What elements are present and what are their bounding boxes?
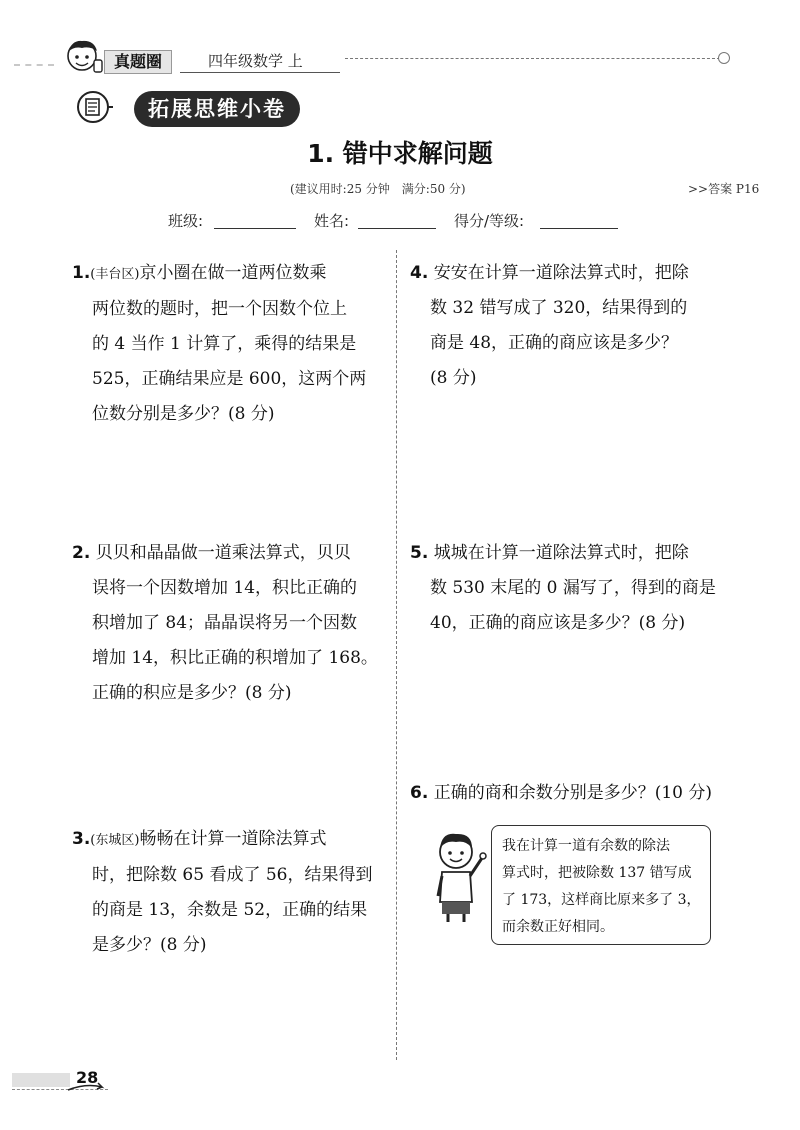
bubble-line: 我在计算一道有余数的除法: [502, 838, 670, 854]
question-4-line: 安安在计算一道除法算式时，把除: [433, 263, 689, 283]
question-6-number: 6.: [410, 783, 429, 803]
question-1-region: (丰台区): [90, 267, 140, 282]
class-blank[interactable]: [214, 228, 296, 229]
question-2: [72, 536, 392, 711]
header-dashed-line: [345, 58, 720, 59]
question-2-line: 积增加了 84；晶晶误将另一个因数: [92, 613, 358, 633]
question-2-line: 贝贝和晶晶做一道乘法算式，贝贝: [95, 543, 351, 563]
header-underline: [180, 72, 340, 73]
question-2-line: 增加 14，积比正确的积增加了 168。: [92, 648, 378, 668]
bubble-line: 而余数正好相同。: [502, 919, 614, 935]
question-3-line: 是多少？(8 分): [92, 935, 207, 955]
question-2-number: 2.: [72, 543, 91, 563]
question-3-line: 时，把除数 65 看成了 56，结果得到: [92, 865, 373, 885]
question-5-line: 数 530 末尾的 0 漏写了，得到的商是: [430, 578, 716, 598]
question-5-line: 城城在计算一道除法算式时，把除: [433, 543, 689, 563]
question-2-line: 误将一个因数增加 14，积比正确的: [92, 578, 358, 598]
notebook-icon: [76, 90, 114, 124]
question-3-number: 3.: [72, 829, 91, 849]
question-4-line: 数 32 错写成了 320，结果得到的: [430, 298, 688, 318]
header-end-circle: [718, 52, 730, 64]
brand-label: 真题圈: [104, 50, 172, 74]
name-blank[interactable]: [358, 228, 436, 229]
question-1-line: 两位数的题时，把一个因数个位上: [92, 299, 347, 319]
footer-bar: [12, 1073, 70, 1087]
bubble-line: 算式时，把被除数 137 错写成: [502, 865, 692, 881]
bubble-line: 了 173，这样商比原来多了 3，: [502, 892, 701, 908]
question-4-number: 4.: [410, 263, 429, 283]
footer-arrow-icon: [66, 1081, 106, 1091]
question-4-line: (8 分): [430, 368, 477, 388]
question-6: [410, 776, 750, 811]
question-6-text: 正确的商和余数分别是多少？(10 分): [433, 783, 713, 803]
question-4-line: 商是 48，正确的商应该是多少？: [430, 333, 679, 353]
header-dash: [14, 64, 54, 66]
question-1-number: 1.: [72, 263, 91, 283]
score-label: 得分/等级:: [454, 212, 525, 230]
page-title: 1. 错中求解问题: [307, 139, 493, 168]
question-1: [72, 256, 392, 432]
answer-reference: >>答案 P16: [688, 182, 760, 196]
question-5-number: 5.: [410, 543, 429, 563]
speech-bubble-text: [502, 833, 708, 941]
question-5-line: 40，正确的商应该是多少？(8 分): [430, 613, 686, 633]
question-1-line: 位数分别是多少？(8 分): [92, 404, 275, 424]
question-3: [72, 822, 392, 963]
grade-subject-label: 四年级数学 上: [208, 52, 303, 70]
question-1-line: 525，正确结果应是 600，这两个两: [92, 369, 367, 389]
boy-illustration-icon: [426, 828, 496, 924]
question-3-line: 畅畅在计算一道除法算式: [139, 829, 327, 849]
question-5: [410, 536, 740, 641]
question-2-line: 正确的积应是多少？(8 分): [92, 683, 292, 703]
mascot-icon: [62, 38, 104, 78]
section-badge: 拓展思维小卷: [134, 91, 300, 127]
question-4: [410, 256, 740, 396]
score-blank[interactable]: [540, 228, 618, 229]
page-number: 28: [76, 1068, 99, 1087]
column-divider: [396, 250, 397, 1060]
question-3-line: 的商是 13，余数是 52，正确的结果: [92, 900, 368, 920]
class-label: 班级:: [168, 212, 204, 230]
question-3-region: (东城区): [90, 833, 140, 848]
question-1-line: 京小圈在做一道两位数乘: [139, 263, 327, 283]
question-1-line: 的 4 当作 1 计算了，乘得的结果是: [92, 334, 357, 354]
name-label: 姓名:: [314, 212, 350, 230]
time-note: (建议用时:25 分钟 满分:50 分): [290, 182, 466, 196]
